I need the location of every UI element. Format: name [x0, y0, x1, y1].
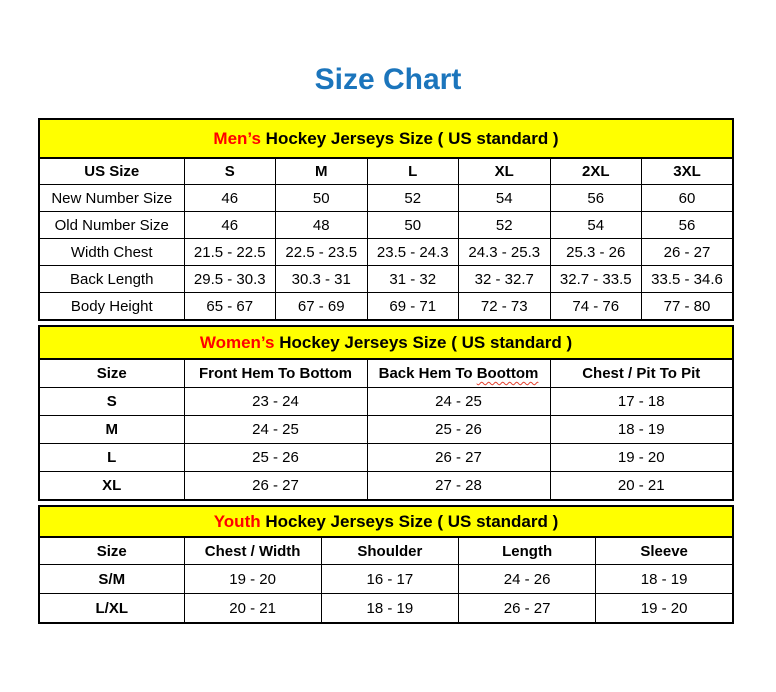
- table-cell: 54: [459, 185, 551, 212]
- table-cell: 56: [642, 212, 734, 239]
- row-label: S: [39, 388, 184, 416]
- column-header: Sleeve: [596, 537, 733, 565]
- table-cell: 18 - 19: [596, 565, 733, 594]
- womens-caption-accent: Women’s: [199, 332, 275, 352]
- table-cell: 56: [550, 185, 642, 212]
- table-row: [39, 416, 733, 444]
- table-cell: 25 - 26: [367, 416, 550, 444]
- back-hem-misspelled-word: Boottom: [476, 365, 539, 382]
- table-cell: 21.5 - 22.5: [184, 239, 276, 266]
- table-cell: 30.3 - 31: [276, 266, 368, 293]
- table-cell: 26 - 27: [184, 472, 367, 501]
- table-row: [39, 293, 733, 321]
- table-cell: 26 - 27: [459, 594, 596, 624]
- table-cell: 20 - 21: [550, 472, 733, 501]
- table-cell: 54: [550, 212, 642, 239]
- table-cell: 46: [184, 185, 276, 212]
- table-cell: 29.5 - 30.3: [184, 266, 276, 293]
- table-row: [39, 594, 733, 624]
- womens-caption-row: [39, 326, 733, 359]
- table-cell: 46: [184, 212, 276, 239]
- table-row: [39, 266, 733, 293]
- table-cell: 26 - 27: [367, 444, 550, 472]
- table-cell: 48: [276, 212, 368, 239]
- row-label: Old Number Size: [39, 212, 184, 239]
- youth-size-table: [38, 505, 734, 624]
- table-cell: 67 - 69: [276, 293, 368, 321]
- table-cell: 19 - 20: [596, 594, 733, 624]
- column-header: 2XL: [550, 158, 642, 185]
- table-cell: 19 - 20: [550, 444, 733, 472]
- table-row: [39, 444, 733, 472]
- row-label: New Number Size: [39, 185, 184, 212]
- table-row: [39, 565, 733, 594]
- youth-caption: [39, 506, 733, 537]
- column-header: Chest / Pit To Pit: [550, 359, 733, 388]
- table-cell: 50: [367, 212, 459, 239]
- column-header: Front Hem To Bottom: [184, 359, 367, 388]
- table-cell: 24 - 25: [367, 388, 550, 416]
- table-cell: 50: [276, 185, 368, 212]
- row-label: Back Length: [39, 266, 184, 293]
- table-cell: 24 - 25: [184, 416, 367, 444]
- column-header: Shoulder: [321, 537, 458, 565]
- row-label: M: [39, 416, 184, 444]
- size-chart-container: [38, 118, 734, 624]
- column-header: Chest / Width: [184, 537, 321, 565]
- youth-caption-row: [39, 506, 733, 537]
- table-cell: 32.7 - 33.5: [550, 266, 642, 293]
- table-cell: 25 - 26: [184, 444, 367, 472]
- table-cell: 52: [367, 185, 459, 212]
- column-header: 3XL: [642, 158, 734, 185]
- row-label: Body Height: [39, 293, 184, 321]
- table-cell: 52: [459, 212, 551, 239]
- column-header-misspelled: [367, 359, 550, 388]
- womens-caption-rest: Hockey Jerseys Size ( US standard ): [274, 332, 573, 352]
- table-cell: 32 - 32.7: [459, 266, 551, 293]
- table-cell: 18 - 19: [550, 416, 733, 444]
- row-label: L: [39, 444, 184, 472]
- youth-header-row: [39, 537, 733, 565]
- mens-caption-row: [39, 119, 733, 158]
- table-cell: 19 - 20: [184, 565, 321, 594]
- table-row: [39, 212, 733, 239]
- table-cell: 22.5 - 23.5: [276, 239, 368, 266]
- womens-caption: [39, 326, 733, 359]
- table-cell: 18 - 19: [321, 594, 458, 624]
- table-cell: 17 - 18: [550, 388, 733, 416]
- mens-caption: [39, 119, 733, 158]
- page-title: Size Chart: [314, 63, 462, 96]
- table-row: [39, 388, 733, 416]
- table-cell: 65 - 67: [184, 293, 276, 321]
- table-cell: 23 - 24: [184, 388, 367, 416]
- table-cell: 77 - 80: [642, 293, 734, 321]
- table-cell: 60: [642, 185, 734, 212]
- table-row: [39, 472, 733, 501]
- table-cell: 72 - 73: [459, 293, 551, 321]
- column-header: L: [367, 158, 459, 185]
- mens-header-row: [39, 158, 733, 185]
- column-header: Size: [39, 537, 184, 565]
- table-cell: 23.5 - 24.3: [367, 239, 459, 266]
- column-header: XL: [459, 158, 551, 185]
- womens-header-row: [39, 359, 733, 388]
- mens-caption-rest: Hockey Jerseys Size ( US standard ): [260, 128, 559, 148]
- row-label: L/XL: [39, 594, 184, 624]
- mens-size-table: [38, 118, 734, 321]
- table-cell: 25.3 - 26: [550, 239, 642, 266]
- back-hem-prefix: Back Hem To: [378, 365, 477, 382]
- youth-caption-rest: Hockey Jerseys Size ( US standard ): [260, 511, 559, 531]
- column-header: M: [276, 158, 368, 185]
- womens-size-table: [38, 325, 734, 501]
- row-label: Width Chest: [39, 239, 184, 266]
- column-header: US Size: [39, 158, 184, 185]
- table-cell: 69 - 71: [367, 293, 459, 321]
- table-row: [39, 239, 733, 266]
- table-cell: 33.5 - 34.6: [642, 266, 734, 293]
- table-cell: 24 - 26: [459, 565, 596, 594]
- column-header: S: [184, 158, 276, 185]
- column-header: Size: [39, 359, 184, 388]
- table-cell: 31 - 32: [367, 266, 459, 293]
- table-cell: 24.3 - 25.3: [459, 239, 551, 266]
- table-cell: 27 - 28: [367, 472, 550, 501]
- table-cell: 20 - 21: [184, 594, 321, 624]
- mens-caption-accent: Men’s: [213, 128, 261, 148]
- table-row: [39, 185, 733, 212]
- table-cell: 16 - 17: [321, 565, 458, 594]
- youth-caption-accent: Youth: [213, 511, 261, 531]
- row-label: S/M: [39, 565, 184, 594]
- table-cell: 74 - 76: [550, 293, 642, 321]
- row-label: XL: [39, 472, 184, 501]
- table-cell: 26 - 27: [642, 239, 734, 266]
- column-header: Length: [459, 537, 596, 565]
